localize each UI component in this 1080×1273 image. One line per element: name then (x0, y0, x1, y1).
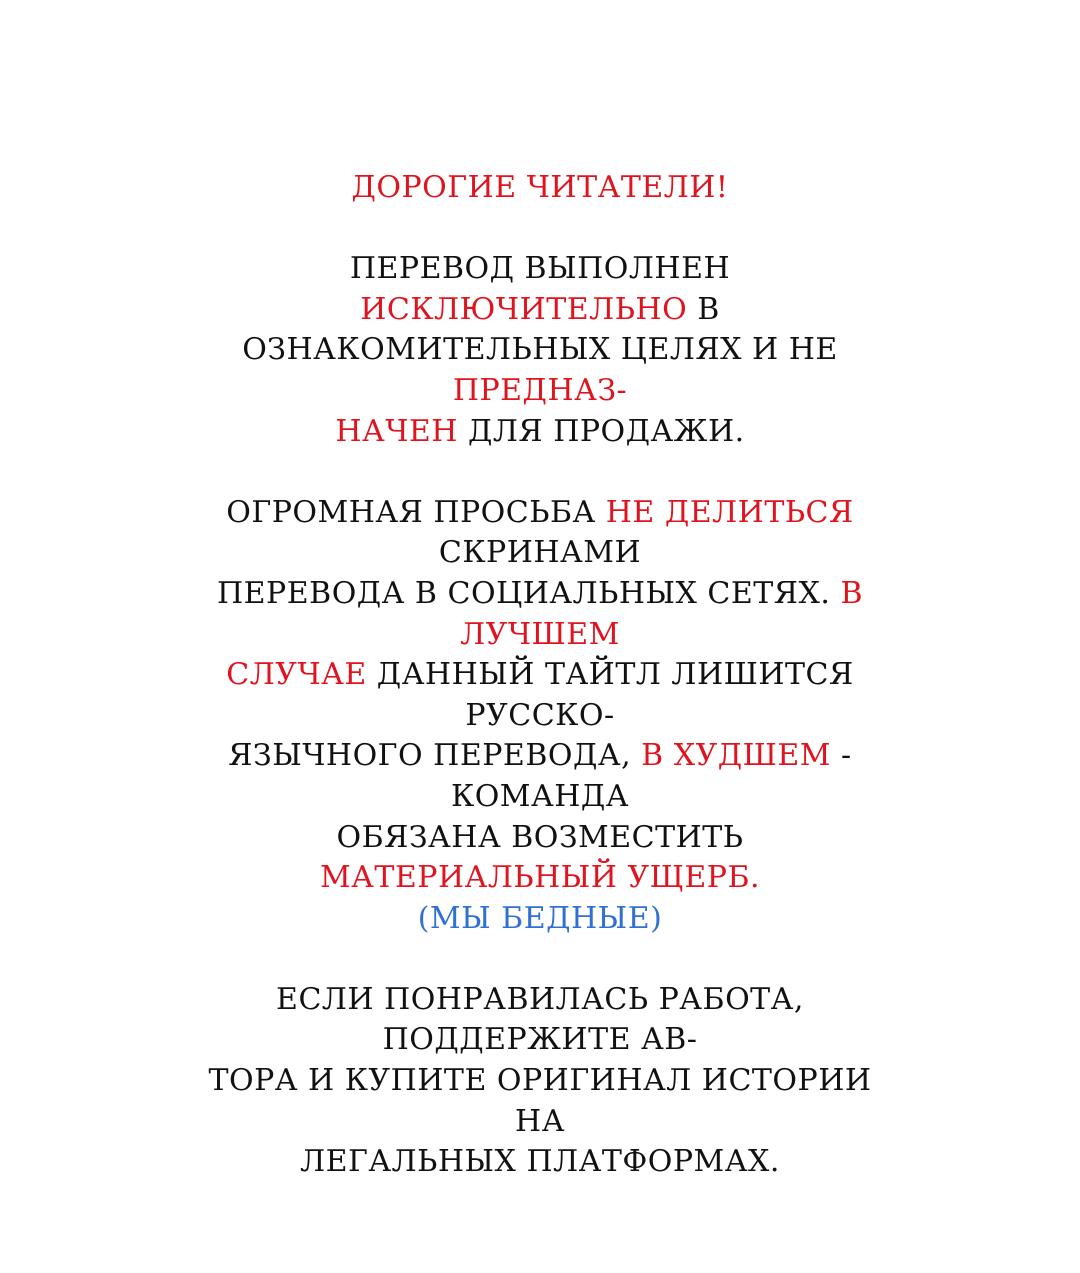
line-text: ДЛЯ ПРОДАЖИ. (457, 413, 745, 449)
support-request (190, 980, 890, 1183)
translation-disclaimer (190, 249, 890, 452)
line-text: ПЕРЕВОД ВЫПОЛНЕН (349, 251, 731, 287)
line-text: СКРИНАМИ (438, 535, 642, 571)
highlight-text: В ХУДШЕМ (641, 738, 832, 774)
line-text: В (687, 291, 720, 327)
aside-text: (МЫ БЕДНЫЕ) (417, 900, 663, 936)
highlight-text: ИСКЛЮЧИТЕЛЬНО (360, 291, 688, 327)
line-text: ЕСЛИ ПОНРАВИЛАСЬ РАБОТА, ПОДДЕРЖИТЕ АВ- (276, 981, 804, 1058)
reader-notice (190, 168, 890, 1223)
highlight-text: НАЧЕН (335, 413, 458, 449)
highlight-text: МАТЕРИАЛЬНЫЙ УЩЕРБ. (319, 860, 761, 896)
sharing-request (190, 493, 890, 940)
line-text: ЯЗЫЧНОГО ПЕРЕВОДА, (228, 738, 642, 774)
line-text: ОГРОМНАЯ ПРОСЬБА (226, 494, 606, 530)
line-text: ОЗНАКОМИТЕЛЬНЫХ ЦЕЛЯХ И НЕ (242, 332, 838, 368)
line-text: - КОМАНДА (450, 738, 852, 814)
line-text: ТОРА И КУПИТЕ ОРИГИНАЛ ИСТОРИИ НА (208, 1063, 872, 1139)
notice-title: ДОРОГИЕ ЧИТАТЕЛИ! (351, 170, 729, 205)
highlight-text: НЕ ДЕЛИТЬСЯ (605, 494, 854, 530)
highlight-text: ПРЕДНАЗ- (452, 372, 628, 408)
highlight-text: СЛУЧАЕ (226, 657, 367, 693)
line-text: ОБЯЗАНА ВОЗМЕСТИТЬ (336, 819, 744, 855)
highlight-text: В ЛУЧШЕМ (460, 575, 863, 652)
line-text: ДАННЫЙ ТАЙТЛ ЛИШИТСЯ РУССКО- (366, 657, 854, 733)
line-text: ЛЕГАЛЬНЫХ ПЛАТФОРМАХ. (300, 1144, 780, 1180)
line-text: ПЕРЕВОДА В СОЦИАЛЬНЫХ СЕТЯХ. (217, 575, 841, 611)
